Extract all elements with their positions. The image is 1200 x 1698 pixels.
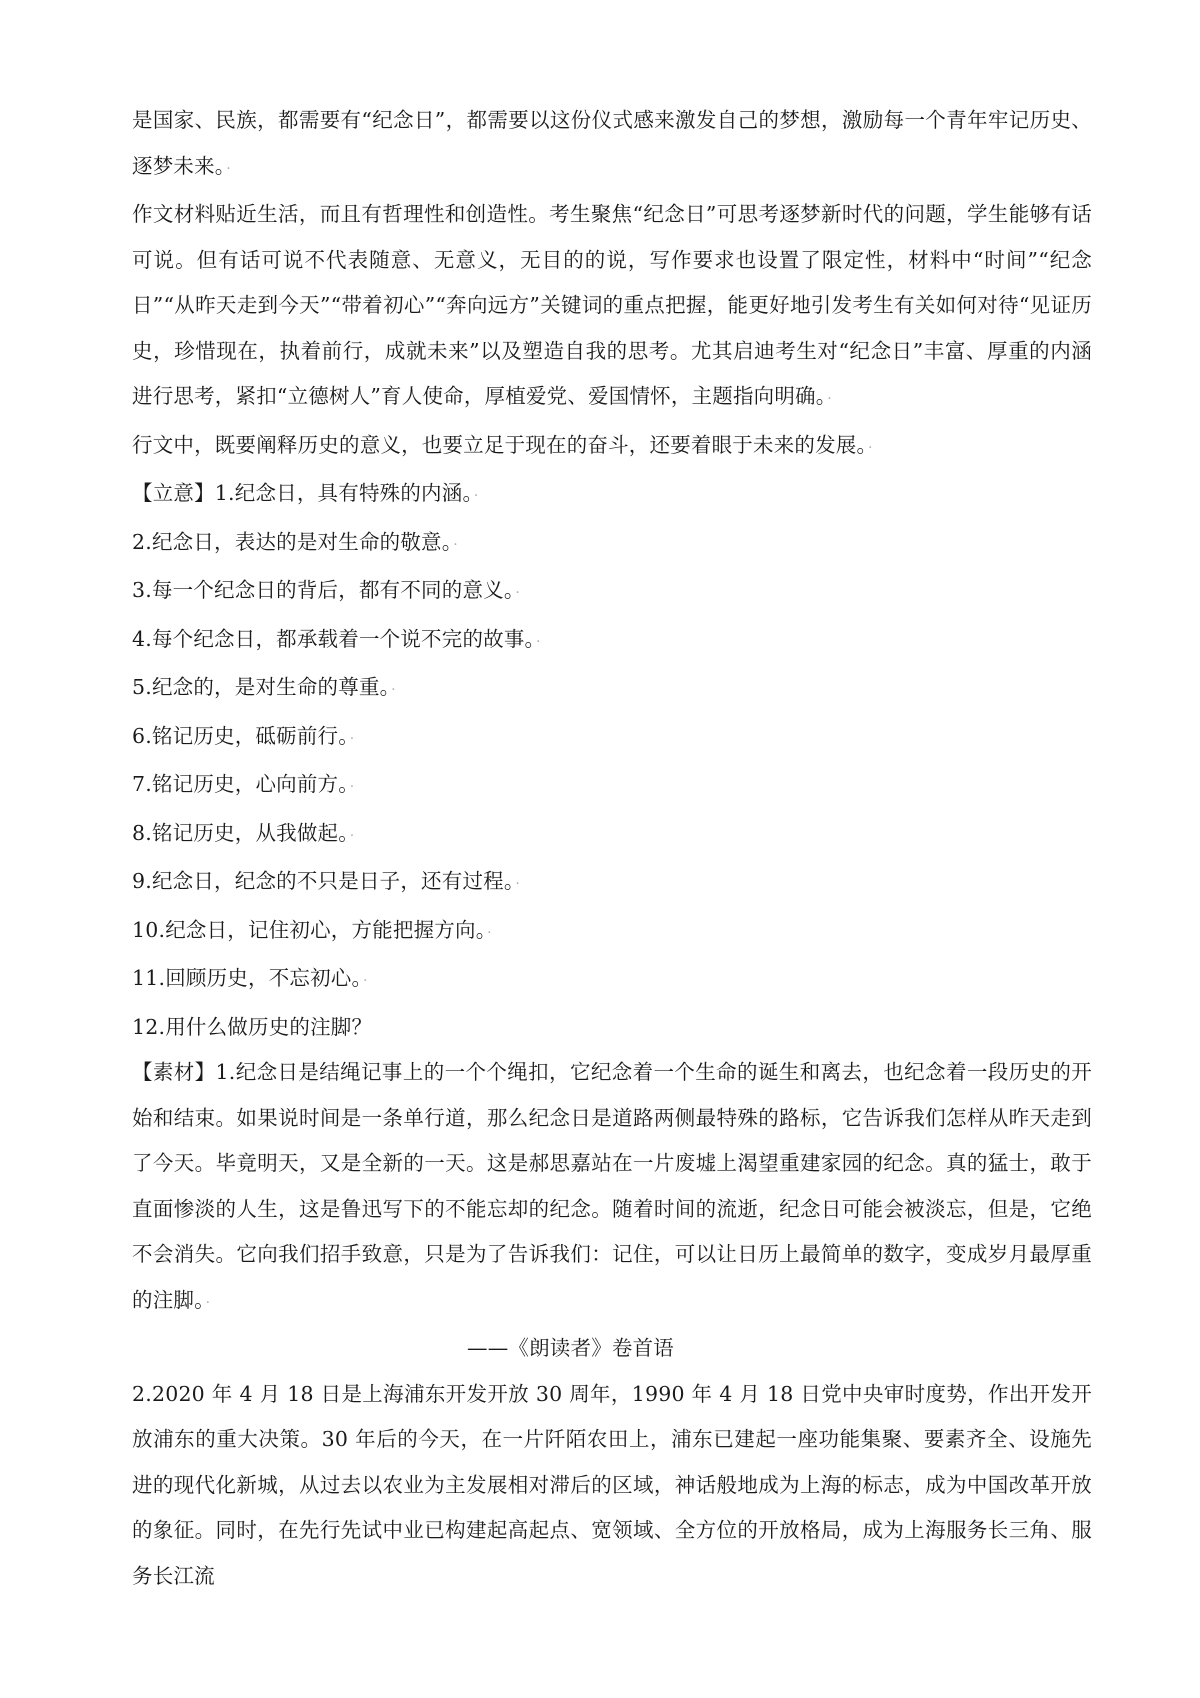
paragraph-writing-guidance: 行文中，既要阐释历史的意义，也要立足于现在的奋斗，还要着眼于未来的发展。· — [132, 432, 873, 457]
theme-item-12: 12.用什么做历史的注脚？ — [132, 1014, 373, 1039]
material-attribution: ——《朗读者》卷首语 — [467, 1336, 674, 1360]
theme-item-6: 6.铭记历史，砥砺前行。· — [132, 723, 355, 748]
theme-item-3: 3.每一个纪念日的背后，都有不同的意义。· — [132, 578, 520, 602]
theme-item-2: 2.纪念日，表达的是对生命的敬意。· — [132, 529, 458, 554]
theme-item-7: 7.铭记历史，心向前方。· — [132, 772, 355, 796]
theme-item-11: 11.回顾历史，不忘初心。· — [132, 966, 368, 990]
theme-item-1: 【立意】1.纪念日，具有特殊的内涵。· — [132, 481, 479, 505]
theme-item-10: 10.纪念日，记住初心，方能把握方向。· — [132, 917, 492, 942]
material-item-1: 【素材】1.纪念日是结绳记事上的一个个绳扣，它纪念着一个生命的诞生和离去，也纪念着一段历史的开始和结束。如果说时间是一条单行道，那么纪念日是道路两侧最特殊的路标，它告诉我们怎样从昨天走到了今天。毕竟明天，又是全新的一天。这是郝思嘉站在一片废墟上渴望重建家园的纪念。真的猛士，敢于直面惨淡的人生，这是鲁迅写下的不能忘却的纪念。随着时间的流逝，纪念日可能会被淡忘，但是，它绝不会消失。它向我们招手致意，只是为了告诉我们：记住，可以让日历上最简单的数字，变成岁月最厚重的注脚。· — [132, 1060, 1092, 1312]
theme-item-9: 9.纪念日，纪念的不只是日子，还有过程。· — [132, 869, 520, 893]
paragraph-analysis: 作文材料贴近生活，而且有哲理性和创造性。考生聚焦“纪念日”可思考逐梦新时代的问题，学生能够有话可说。但有话可说不代表随意、无意义，无目的的说，写作要求也设置了限定性，材料中“时间”“纪念日”“从昨天走到今天”“带着初心”“奔向远方”关键词的重点把握，能更好地引发考生有关如何对待“见证历史，珍惜现在，执着前行，成就未来”以及塑造自我的思考。尤其启迪考生对“纪念日”丰富、厚重的内涵进行思考，紧扣“立德树人”育人使命，厚植爱党、爱国情怀，主题指向明确。· — [132, 202, 1092, 408]
paragraph-intro-end: 是国家、民族，都需要有“纪念日”，都需要以这份仪式感来激发自己的梦想，激励每一个青年牢记历史、逐梦未来。· — [132, 108, 1092, 178]
theme-item-5: 5.纪念的，是对生命的尊重。· — [132, 675, 396, 699]
theme-item-4: 4.每个纪念日，都承载着一个说不完的故事。· — [132, 626, 541, 651]
document-body — [132, 98, 1092, 1599]
theme-item-8: 8.铭记历史，从我做起。· — [132, 820, 355, 845]
material-item-2: 2.2020 年 4 月 18 日是上海浦东开发开放 30 周年，1990 年 4 月 18 日党中央审时度势，作出开发开放浦东的重大决策。30 年后的今天，在一片阡陌农田上，浦东已建起一座功能集聚、要素齐全、设施先进的现代化新城，从过去以农业为主发展相对滞后的区域，神话般地成为上海的标志，成为中国改革开放的象征。同时，在先行先试中业已构建起高起点、宽领域、全方位的开放格局，成为上海服务长三角、服务长江流 — [132, 1381, 1092, 1588]
